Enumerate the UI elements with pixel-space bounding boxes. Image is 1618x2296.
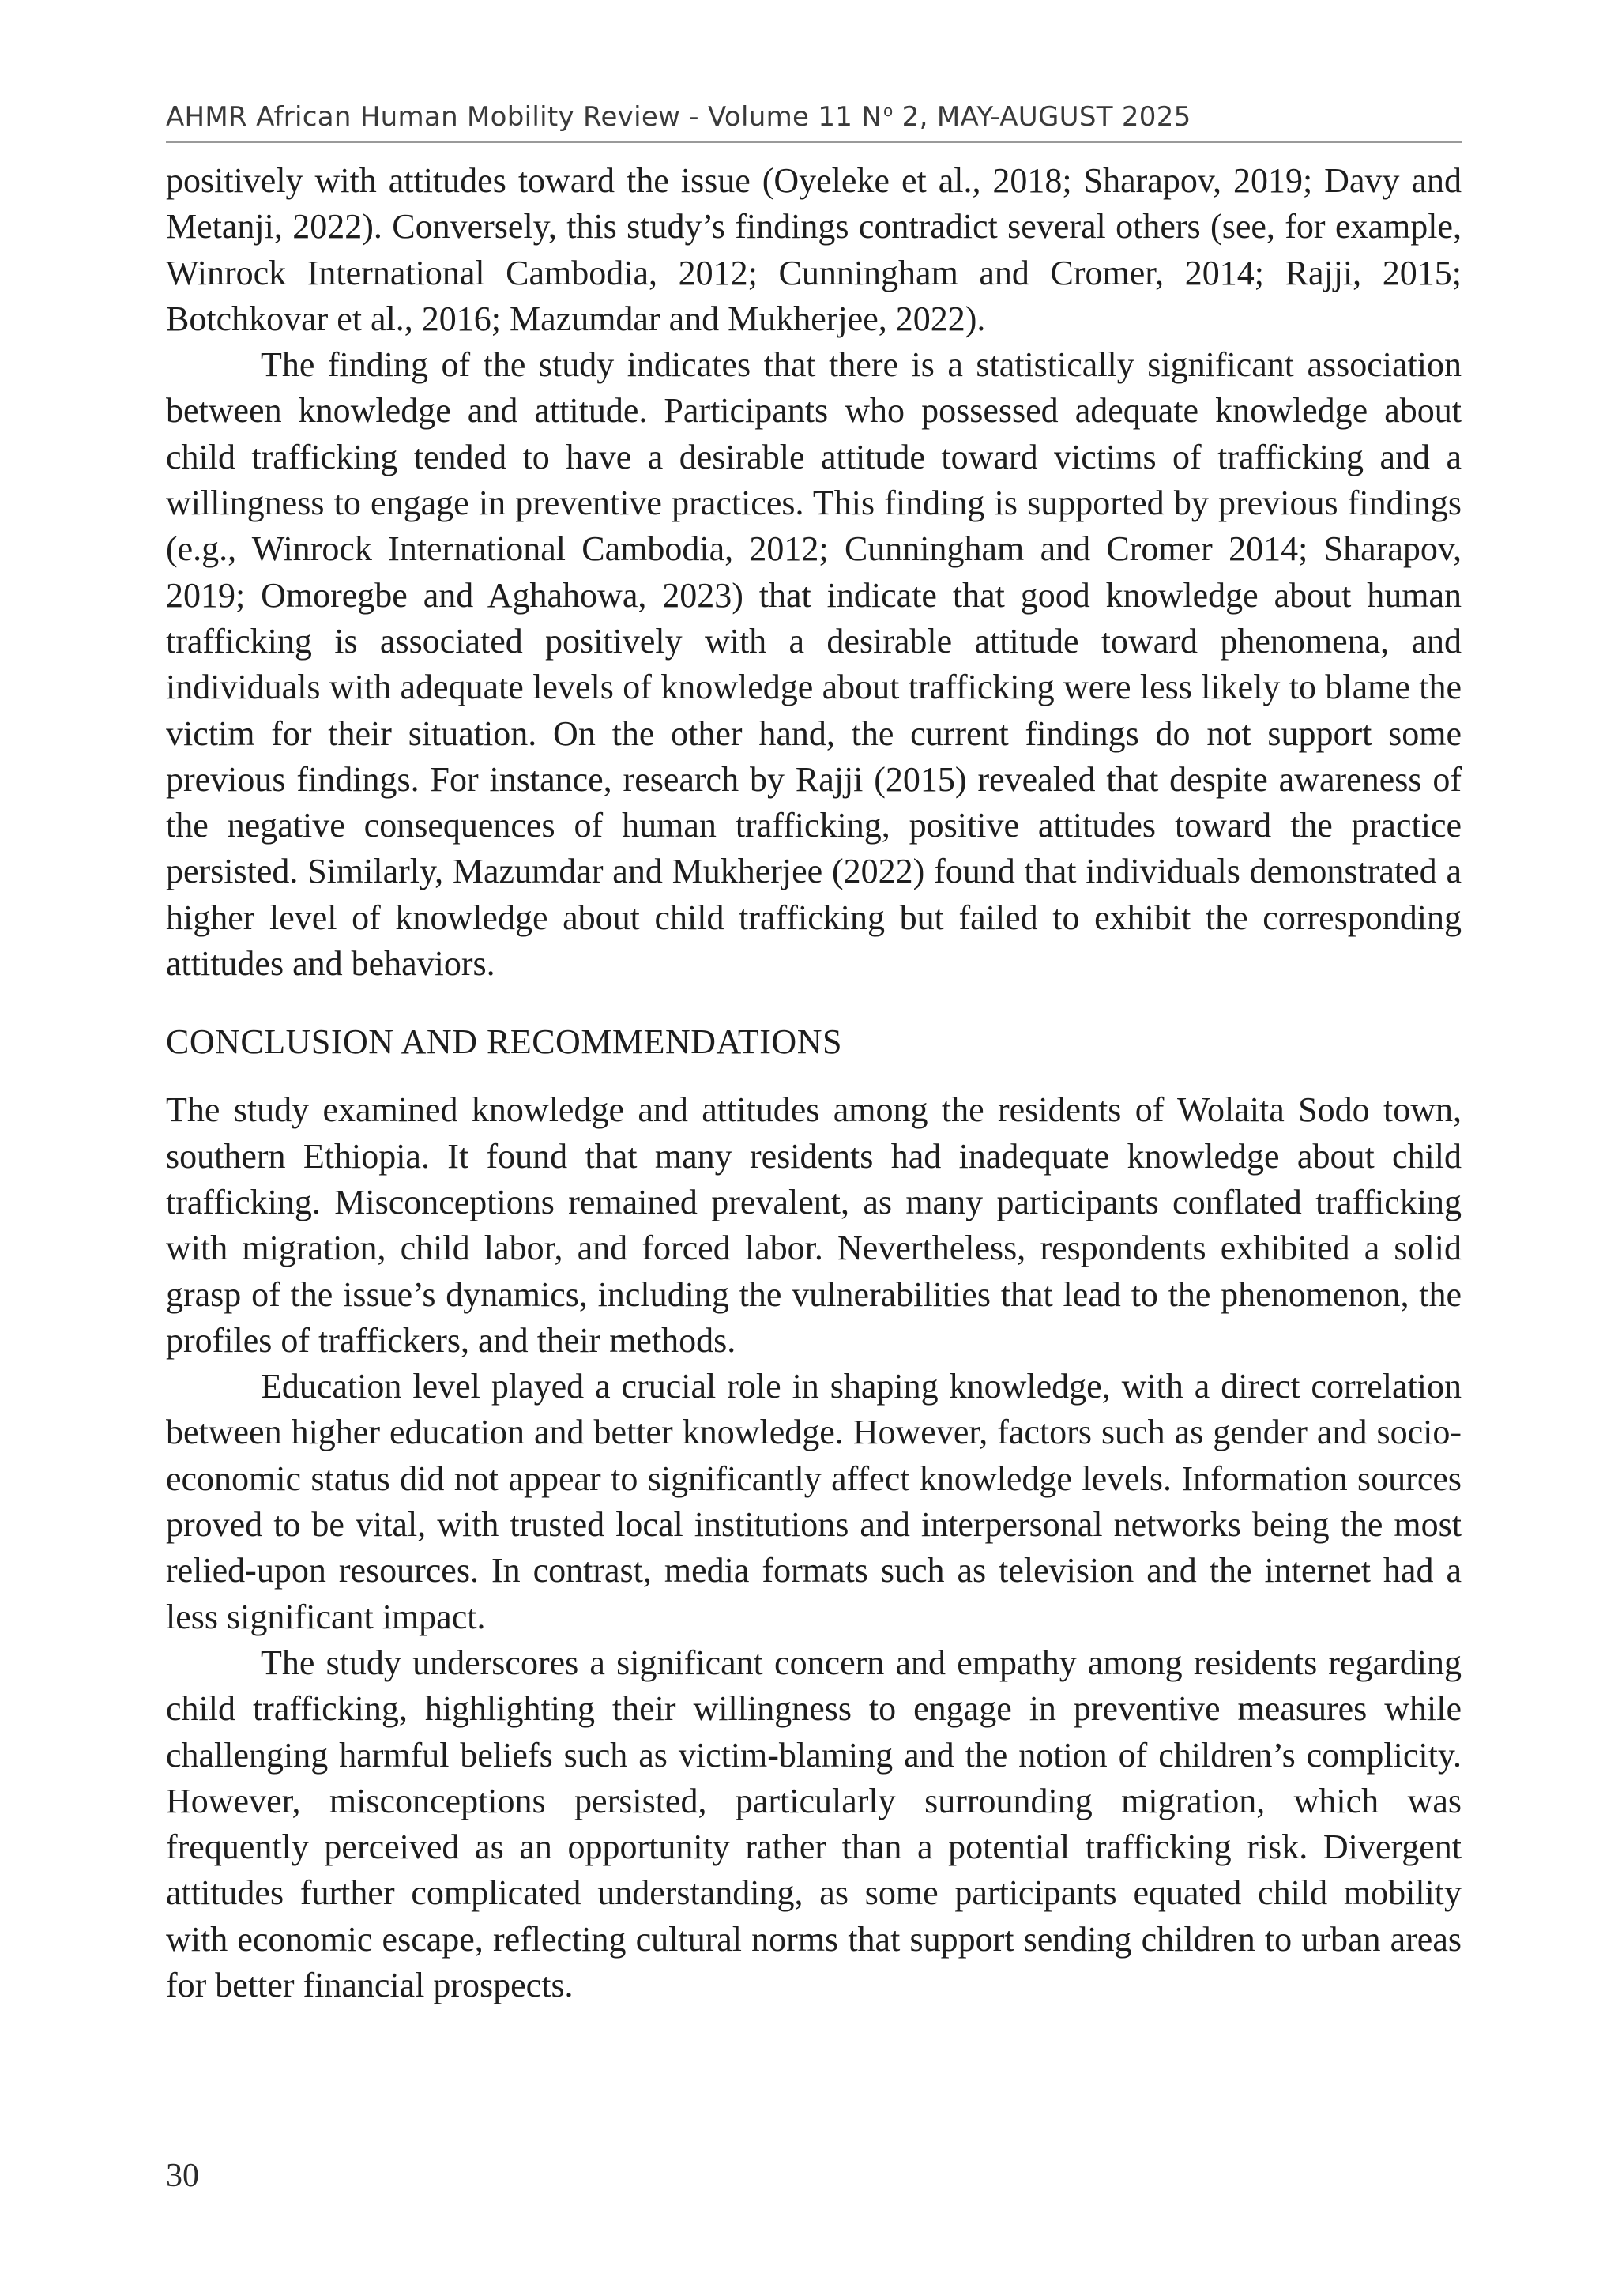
body-text: [166, 158, 1462, 2008]
paragraph-conclusion-1: The study examined knowledge and attitudes among the residents of Wolaita Sodo town, southern Ethiopia. It found that many residents had inadequate knowledge about child trafficking. Misconceptions remained prevalent, as many participants conflated trafficking with migration, child labor, and forced labor. Nevertheless, respondents exhibited a solid grasp of the issue’s dynamics, including the vulnerabilities that lead to the phenomenon, the profiles of traffickers, and their methods.: [166, 1090, 1462, 1360]
running-title-superscript: o: [883, 101, 894, 120]
paragraph-continued: positively with attitudes toward the issue (Oyeleke et al., 2018; Sharapov, 2019; Davy and Metanji, 2022). Conversely, this study’s findings contradict several others (see, for example, Winrock International Cambodia, 2012; Cunningham and Cromer, 2014; Rajji, 2015; Botchkovar et al., 2016; Mazumdar and Mukherjee, 2022).: [166, 161, 1462, 338]
paragraph-conclusion-2: Education level played a crucial role in shaping knowledge, with a direct correlation between higher education and better knowledge. However, factors such as gender and socio-economic status did not appear to significantly affect knowledge levels. Information sources proved to be vital, with trusted local institutions and interpersonal networks being the most relied-upon resources. In contrast, media formats such as television and the internet had a less significant impact.: [166, 1367, 1462, 1636]
paragraph-knowledge-attitude: The finding of the study indicates that there is a statistically significant association between knowledge and attitude. Participants who possessed adequate knowledge about child trafficking tended to have a desirable attitude toward victims of trafficking and a willingness to engage in preventive practices. This finding is supported by previous findings (e.g., Winrock International Cambodia, 2012; Cunningham and Cromer 2014; Sharapov, 2019; Omoregbe and Aghahowa, 2023) that indicate that good knowledge about human trafficking is associated positively with a desirable attitude toward phenomena, and individuals with adequate levels of knowledge about trafficking were less likely to blame the victim for their situation. On the other hand, the current findings do not support some previous findings. For instance, research by Rajji (2015) revealed that despite awareness of the negative consequences of human trafficking, positive attitudes toward the practice persisted. Similarly, Mazumdar and Mukherjee (2022) found that individuals demonstrated a higher level of knowledge about child trafficking but failed to exhibit the corresponding attitudes and behaviors.: [166, 345, 1462, 984]
paragraph-conclusion-3: The study underscores a significant concern and empathy among residents regarding child trafficking, highlighting their willingness to engage in preventive measures while challenging harmful beliefs such as victim-blaming and the notion of children’s complicity. However, misconceptions persisted, particularly surrounding migration, which was frequently perceived as an opportunity rather than a potential trafficking risk. Divergent attitudes further complicated understanding, as some participants equated child mobility with economic escape, reflecting cultural norms that support sending children to urban areas for better financial prospects.: [166, 1643, 1462, 2004]
running-title-prefix: AHMR African Human Mobility Review - Volume 11 N: [166, 101, 882, 133]
header-divider: [166, 141, 1462, 143]
running-header: [166, 101, 1462, 133]
page-number: 30: [166, 2158, 199, 2194]
section-heading-conclusion: CONCLUSION AND RECOMMENDATIONS: [166, 1022, 842, 1062]
running-title-suffix: 2, MAY-AUGUST 2025: [893, 101, 1191, 133]
